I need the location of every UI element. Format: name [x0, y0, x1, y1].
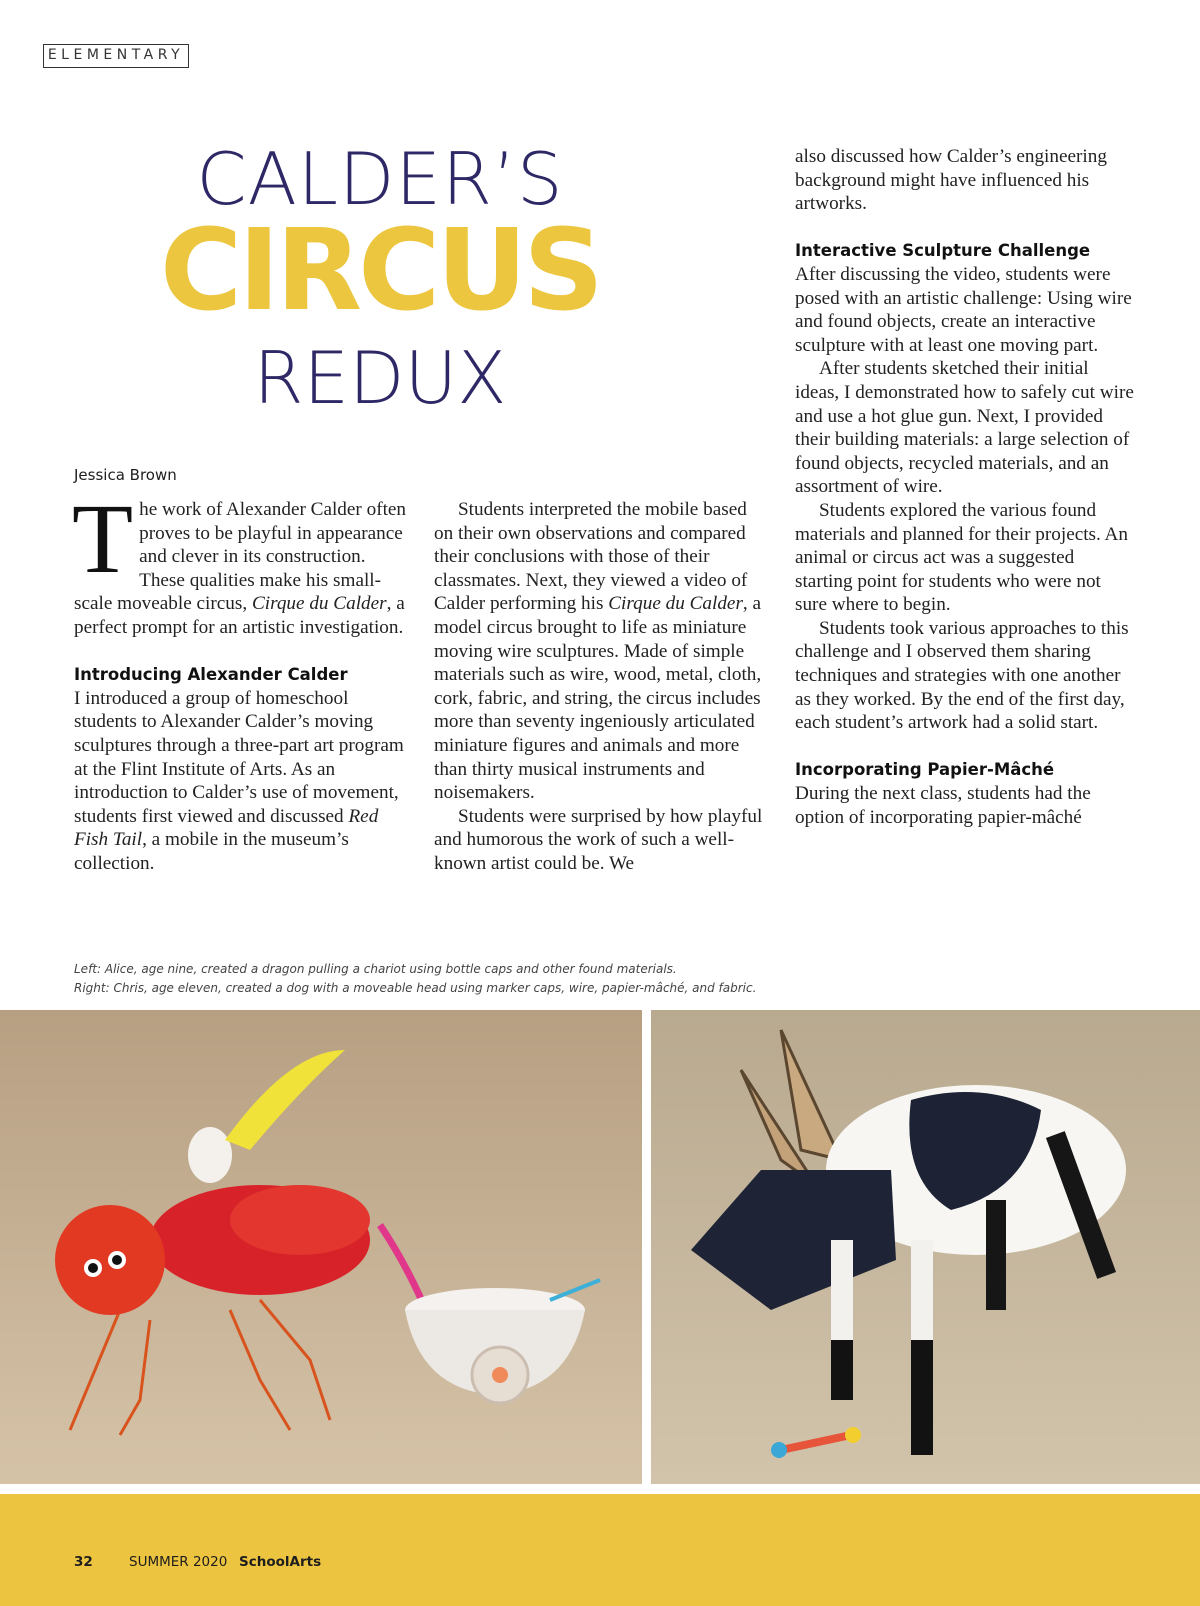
intro-paragraph [72, 483, 409, 640]
paragraph [74, 687, 409, 876]
column-2 [434, 498, 769, 876]
caption-line-left: Left: Alice, age nine, created a dragon pulling a chariot using bottle caps and other found materials. [74, 962, 677, 976]
paragraph-text: Students interpreted the mobile based on their own observations and compared their conclusions with those of their classmates. Next, they viewed a video of Calder performing his [434, 499, 748, 615]
page-number: 32 [74, 1554, 93, 1570]
caption-line-right: Right: Chris, age eleven, created a dog with a moveable head using marker caps, wire, papier-mâché, and fabric. [74, 981, 757, 995]
photo-dragon-sculpture [0, 1010, 642, 1484]
magazine-name: SchoolArts [239, 1554, 322, 1570]
photo-caption [74, 960, 974, 998]
paragraph: also discussed how Calder’s engineering background might have influenced his artworks. [795, 146, 1107, 215]
column-3 [795, 145, 1135, 829]
dog-sculpture-illustration [651, 1010, 1200, 1484]
paragraph: Students were surprised by how playful and humorous the work of such a well-known artist could be. We [434, 805, 763, 874]
paragraph: During the next class, students had the option of incorporating papier-mâché [795, 783, 1091, 828]
photo-dog-sculpture [651, 1010, 1200, 1484]
title-line-2: CIRCUS [160, 206, 600, 336]
paragraph: After students sketched their initial ideas, I demonstrated how to safely cut wire and use a hot glue gun. Next, I provided their building materials: a large selection of found objects, recycled materials, and an assortment of wire. [795, 358, 1134, 498]
paragraph [434, 498, 769, 805]
paragraph: After discussing the video, students were posed with an artistic challenge: Using wire and found objects, create an interactive sculpture with at least one moving part. [795, 263, 1132, 356]
paragraph-italic: Cirque du Calder [608, 593, 743, 615]
drop-cap: T [72, 483, 134, 594]
issue-date: SUMMER 2020 [129, 1554, 228, 1570]
heading-introducing: Introducing Alexander Calder [74, 665, 348, 685]
intro-text: he work of Alexander Calder often proves to be playful in appearance and clever in its construction. These qualities make his small-scale moveable circus, [74, 499, 407, 615]
title-line-1: CALDER’S [196, 137, 564, 221]
heading-papier-mache: Incorporating Papier-Mâché [795, 760, 1055, 780]
paragraph-text: I introduced a group of homeschool students to Alexander Calder’s moving sculptures through a three-part art program at the Flint Institute of Arts. As an introduction to Calder’s use of movement, students first viewed and discussed [74, 687, 404, 827]
dragon-chariot-illustration [0, 1010, 642, 1484]
paragraph: Students took various approaches to this challenge and I observed them sharing techniques and strategies with one another as they worked. By the end of the first day, each student’s artwork had a solid start. [795, 617, 1129, 734]
heading-interactive-sculpture: Interactive Sculpture Challenge [795, 241, 1091, 261]
intro-italic: Cirque du Calder [251, 593, 387, 615]
footer-band [0, 1494, 1200, 1606]
title-line-3: REDUX [253, 336, 507, 420]
paragraph-text: , a model circus brought to life as miniature moving wire sculptures. Made of simple materials such as wire, wood, metal, cloth, cork, fabric, and string, the circus includes more than seventy ingeniously articulated miniature figures and animals and more than thirty musical instruments and noisemakers. [434, 593, 762, 804]
intro-end: , a perfect prompt for an artistic investigation. [74, 593, 405, 638]
paragraph-text: , a mobile in the museum’s collection. [74, 829, 349, 874]
section-tag: ELEMENTARY [43, 44, 189, 68]
paragraph: Students explored the various found materials and planned for their projects. An animal or circus act was a suggested starting point for students who were not sure where to begin. [795, 499, 1129, 616]
byline: Jessica Brown [74, 466, 177, 484]
paragraph-italic: Red Fish Tail [74, 805, 379, 851]
column-1 [72, 483, 409, 876]
